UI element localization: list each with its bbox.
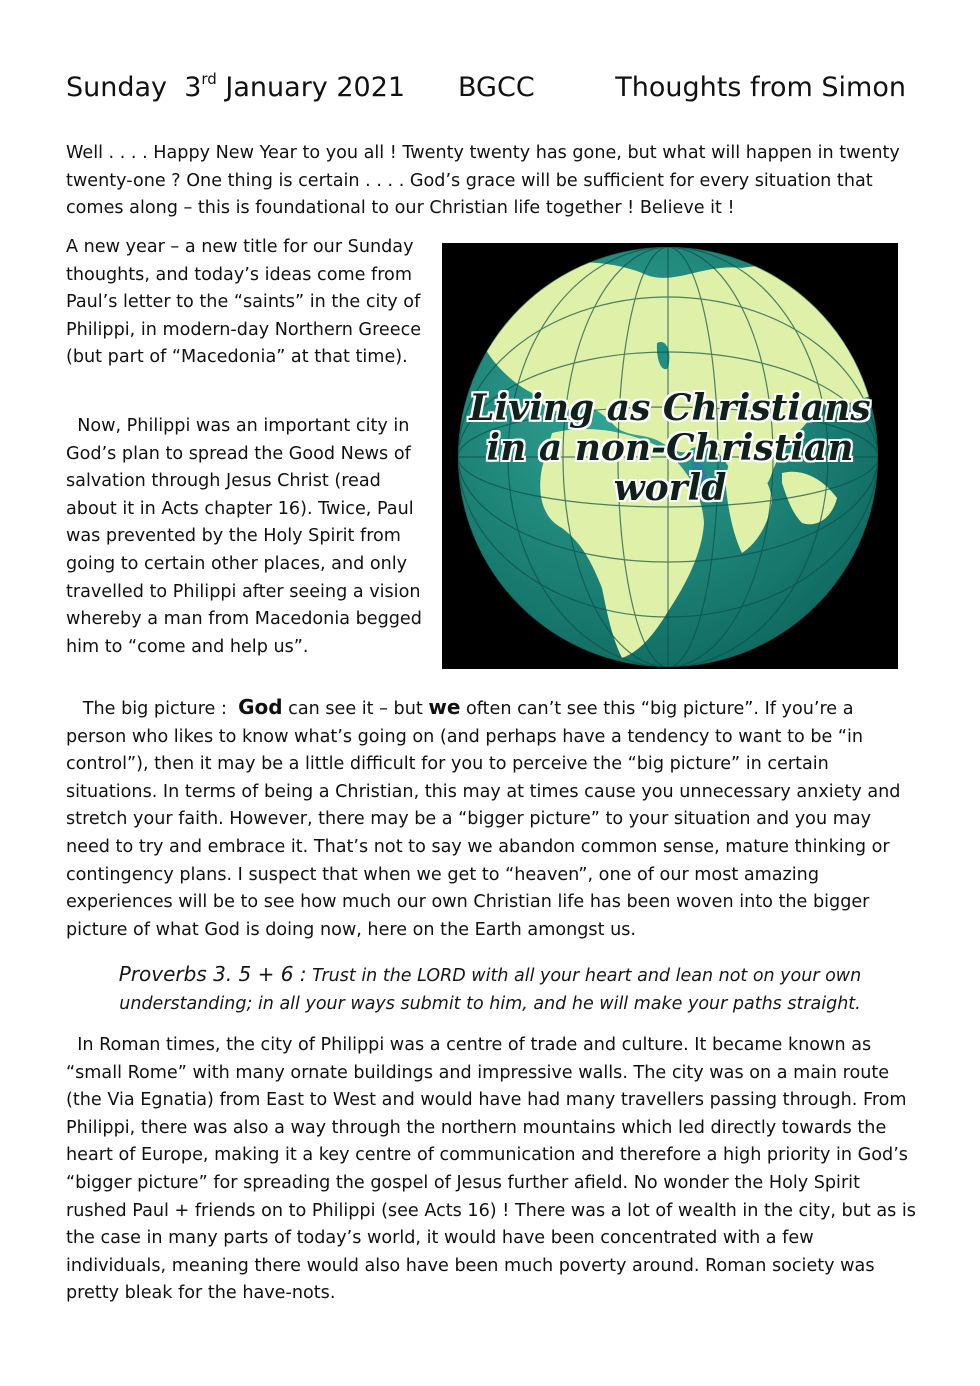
scripture-reference: Proverbs 3. 5 + 6 : <box>118 962 307 986</box>
scripture-quote <box>60 960 920 1018</box>
header-church: BGCC <box>458 72 535 103</box>
big-picture-paragraph: The big picture : God can see it – but we often can’t see this “big picture”. If you’re a person who likes to know what’s going on (and perhaps have a tendency to want to be “in control”), then it may be a little difficult for you to perceive the “big picture” in certain situations. In terms of being a Christian, this may at times cause you unnecessary anxiety and stretch your faith. However, there may be a “bigger picture” to your situation and you may need to try and embrace it. That’s not to say we abandon common sense, mature thinking or contingency plans. I suspect that when we get to “heaven”, one of our most amazing experiences will be to see how much our own Christian life has been woven into the bigger picture of what God is doing now, here on the Earth amongst us. <box>66 695 901 940</box>
intro-paragraph: Well . . . . Happy New Year to you all ! Twenty twenty has gone, but what will happen in twenty twenty-one ? One thing is certain . . . . God’s grace will be sufficient for every situation that comes along – this is foundational to our Christian life together ! Believe it ! <box>66 143 900 219</box>
scripture-text: Trust in the LORD with all your heart and lean not on your own understanding; in all your ways submit to him, and he will make your paths straight. <box>119 966 862 1014</box>
roman-times-paragraph: In Roman times, the city of Philippi was a centre of trade and culture. It became known as “small Rome” with many ornate buildings and impressive walls. The city was on a main route (the Via Egnatia) from East to West and would have had many travellers passing through. From Philippi, there was also a way through the northern mountains which led directly towards the heart of Europe, making it a key centre of communication and therefore a high priority in God’s “bigger picture” for spreading the gospel of Jesus further afield. No wonder the Holy Spirit rushed Paul + friends on to Philippi (see Acts 16) ! There was a lot of wealth in the city, but as is the case in many parts of today’s world, it would have been concentrated with a few individuals, meaning there would also have been much poverty around. Roman society was pretty bleak for the have-nots. <box>66 1035 916 1304</box>
page-header <box>66 72 906 112</box>
philippi-paragraph: Now, Philippi was an important city in God’s plan to spread the Good News of salvation through Jesus Christ (read about it in Acts chapter 16). Twice, Paul was prevented by the Holy Spirit from going to certain other places, and only travelled to Philippi after seeing a vision whereby a man from Macedonia begged him to “come and help us”. <box>66 416 422 657</box>
emphasis-we: we <box>428 695 461 719</box>
new-year-paragraph: A new year – a new title for our Sunday thoughts, and today’s ideas come from Paul’s letter to the “saints” in the city of Philippi, in modern-day Northern Greece (but part of “Macedonia” at that time). <box>66 237 422 368</box>
emphasis-god: God <box>238 695 283 719</box>
globe-caption: Living as Christians in a non-Christian world <box>469 387 871 509</box>
globe-illustration <box>442 243 898 669</box>
header-date: Sunday 3rd January 2021 <box>66 70 406 103</box>
header-series-title: Thoughts from Simon <box>615 72 906 103</box>
